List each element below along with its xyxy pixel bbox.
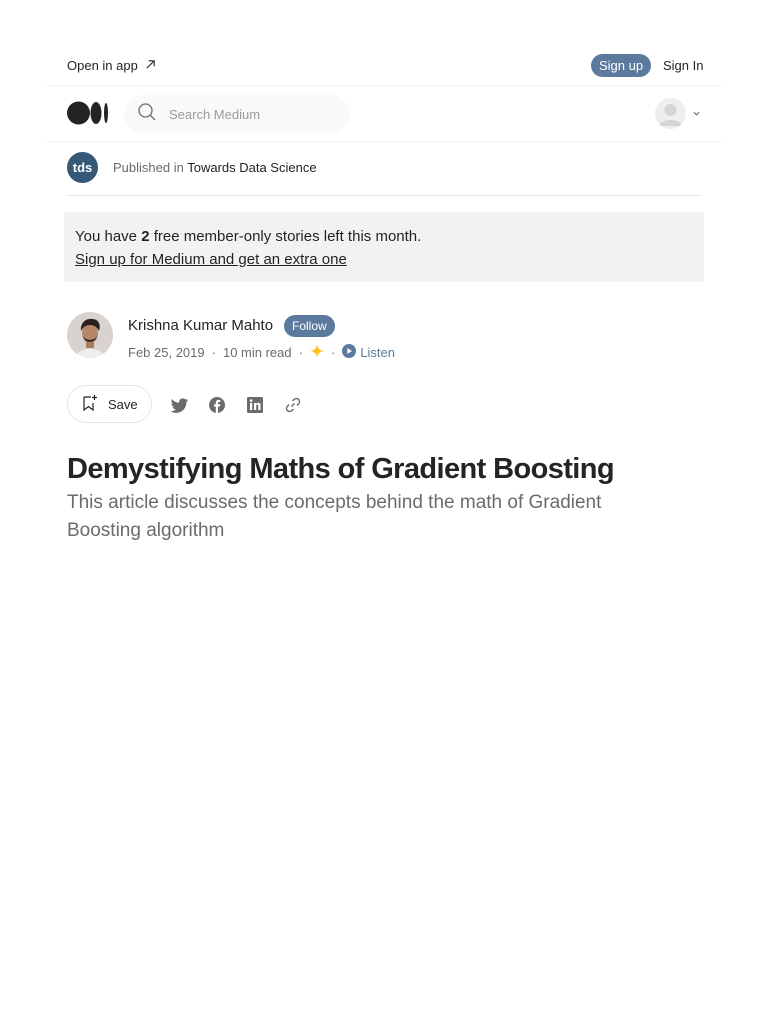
publish-date: Feb 25, 2019 <box>128 345 205 360</box>
arrow-up-right-icon <box>145 58 156 73</box>
listen-button[interactable] <box>342 344 395 361</box>
twitter-icon[interactable] <box>171 396 189 414</box>
bookmark-add-icon <box>81 394 99 415</box>
meta-separator: · <box>330 345 336 360</box>
nav-bar <box>45 87 723 142</box>
publication-name-link[interactable]: Towards Data Science <box>187 160 317 175</box>
meta-separator: · <box>211 345 216 360</box>
save-button[interactable] <box>67 385 152 423</box>
medium-logo[interactable] <box>67 101 109 125</box>
member-notice <box>64 212 704 282</box>
open-in-app-link[interactable] <box>67 58 156 73</box>
published-in-text <box>113 160 317 175</box>
listen-label: Listen <box>360 345 396 360</box>
facebook-icon[interactable] <box>208 396 226 414</box>
search-input[interactable] <box>169 107 339 122</box>
sign-in-link[interactable]: Sign In <box>663 58 704 73</box>
user-avatar-icon <box>655 98 686 129</box>
free-stories-count: 2 <box>141 228 150 245</box>
member-notice-suffix: free member-only stories left this month. <box>153 228 422 245</box>
top-bar <box>45 52 723 86</box>
meta-separator: · <box>298 345 303 360</box>
follow-button[interactable]: Follow <box>284 315 335 337</box>
article-meta <box>128 344 395 361</box>
member-star-icon <box>310 344 324 361</box>
search-icon <box>124 102 157 127</box>
publication-logo[interactable]: tds <box>67 152 98 183</box>
member-notice-prefix: You have <box>75 228 138 245</box>
linkedin-icon[interactable] <box>246 396 264 414</box>
play-circle-icon <box>342 344 356 361</box>
publication-row <box>67 152 701 196</box>
member-notice-line <box>75 225 693 248</box>
author-name-link[interactable]: Krishna Kumar Mahto <box>128 317 274 334</box>
search-bar[interactable] <box>124 95 350 133</box>
chevron-down-icon <box>692 105 701 123</box>
save-label: Save <box>108 396 138 412</box>
article-title: Demystifying Maths of Gradient Boosting <box>67 453 614 485</box>
article-subtitle: This article discusses the concepts behind the math of Gradient Boosting algorithm <box>67 492 602 541</box>
open-in-app-label: Open in app <box>67 58 138 73</box>
copy-link-icon[interactable] <box>284 396 302 414</box>
sign-up-button[interactable]: Sign up <box>591 54 651 77</box>
user-menu[interactable] <box>655 98 701 129</box>
published-in-label: Published in <box>113 160 184 175</box>
signup-extra-story-link[interactable]: Sign up for Medium and get an extra one <box>75 251 347 268</box>
author-avatar[interactable] <box>67 312 113 358</box>
read-time: 10 min read <box>222 345 292 360</box>
